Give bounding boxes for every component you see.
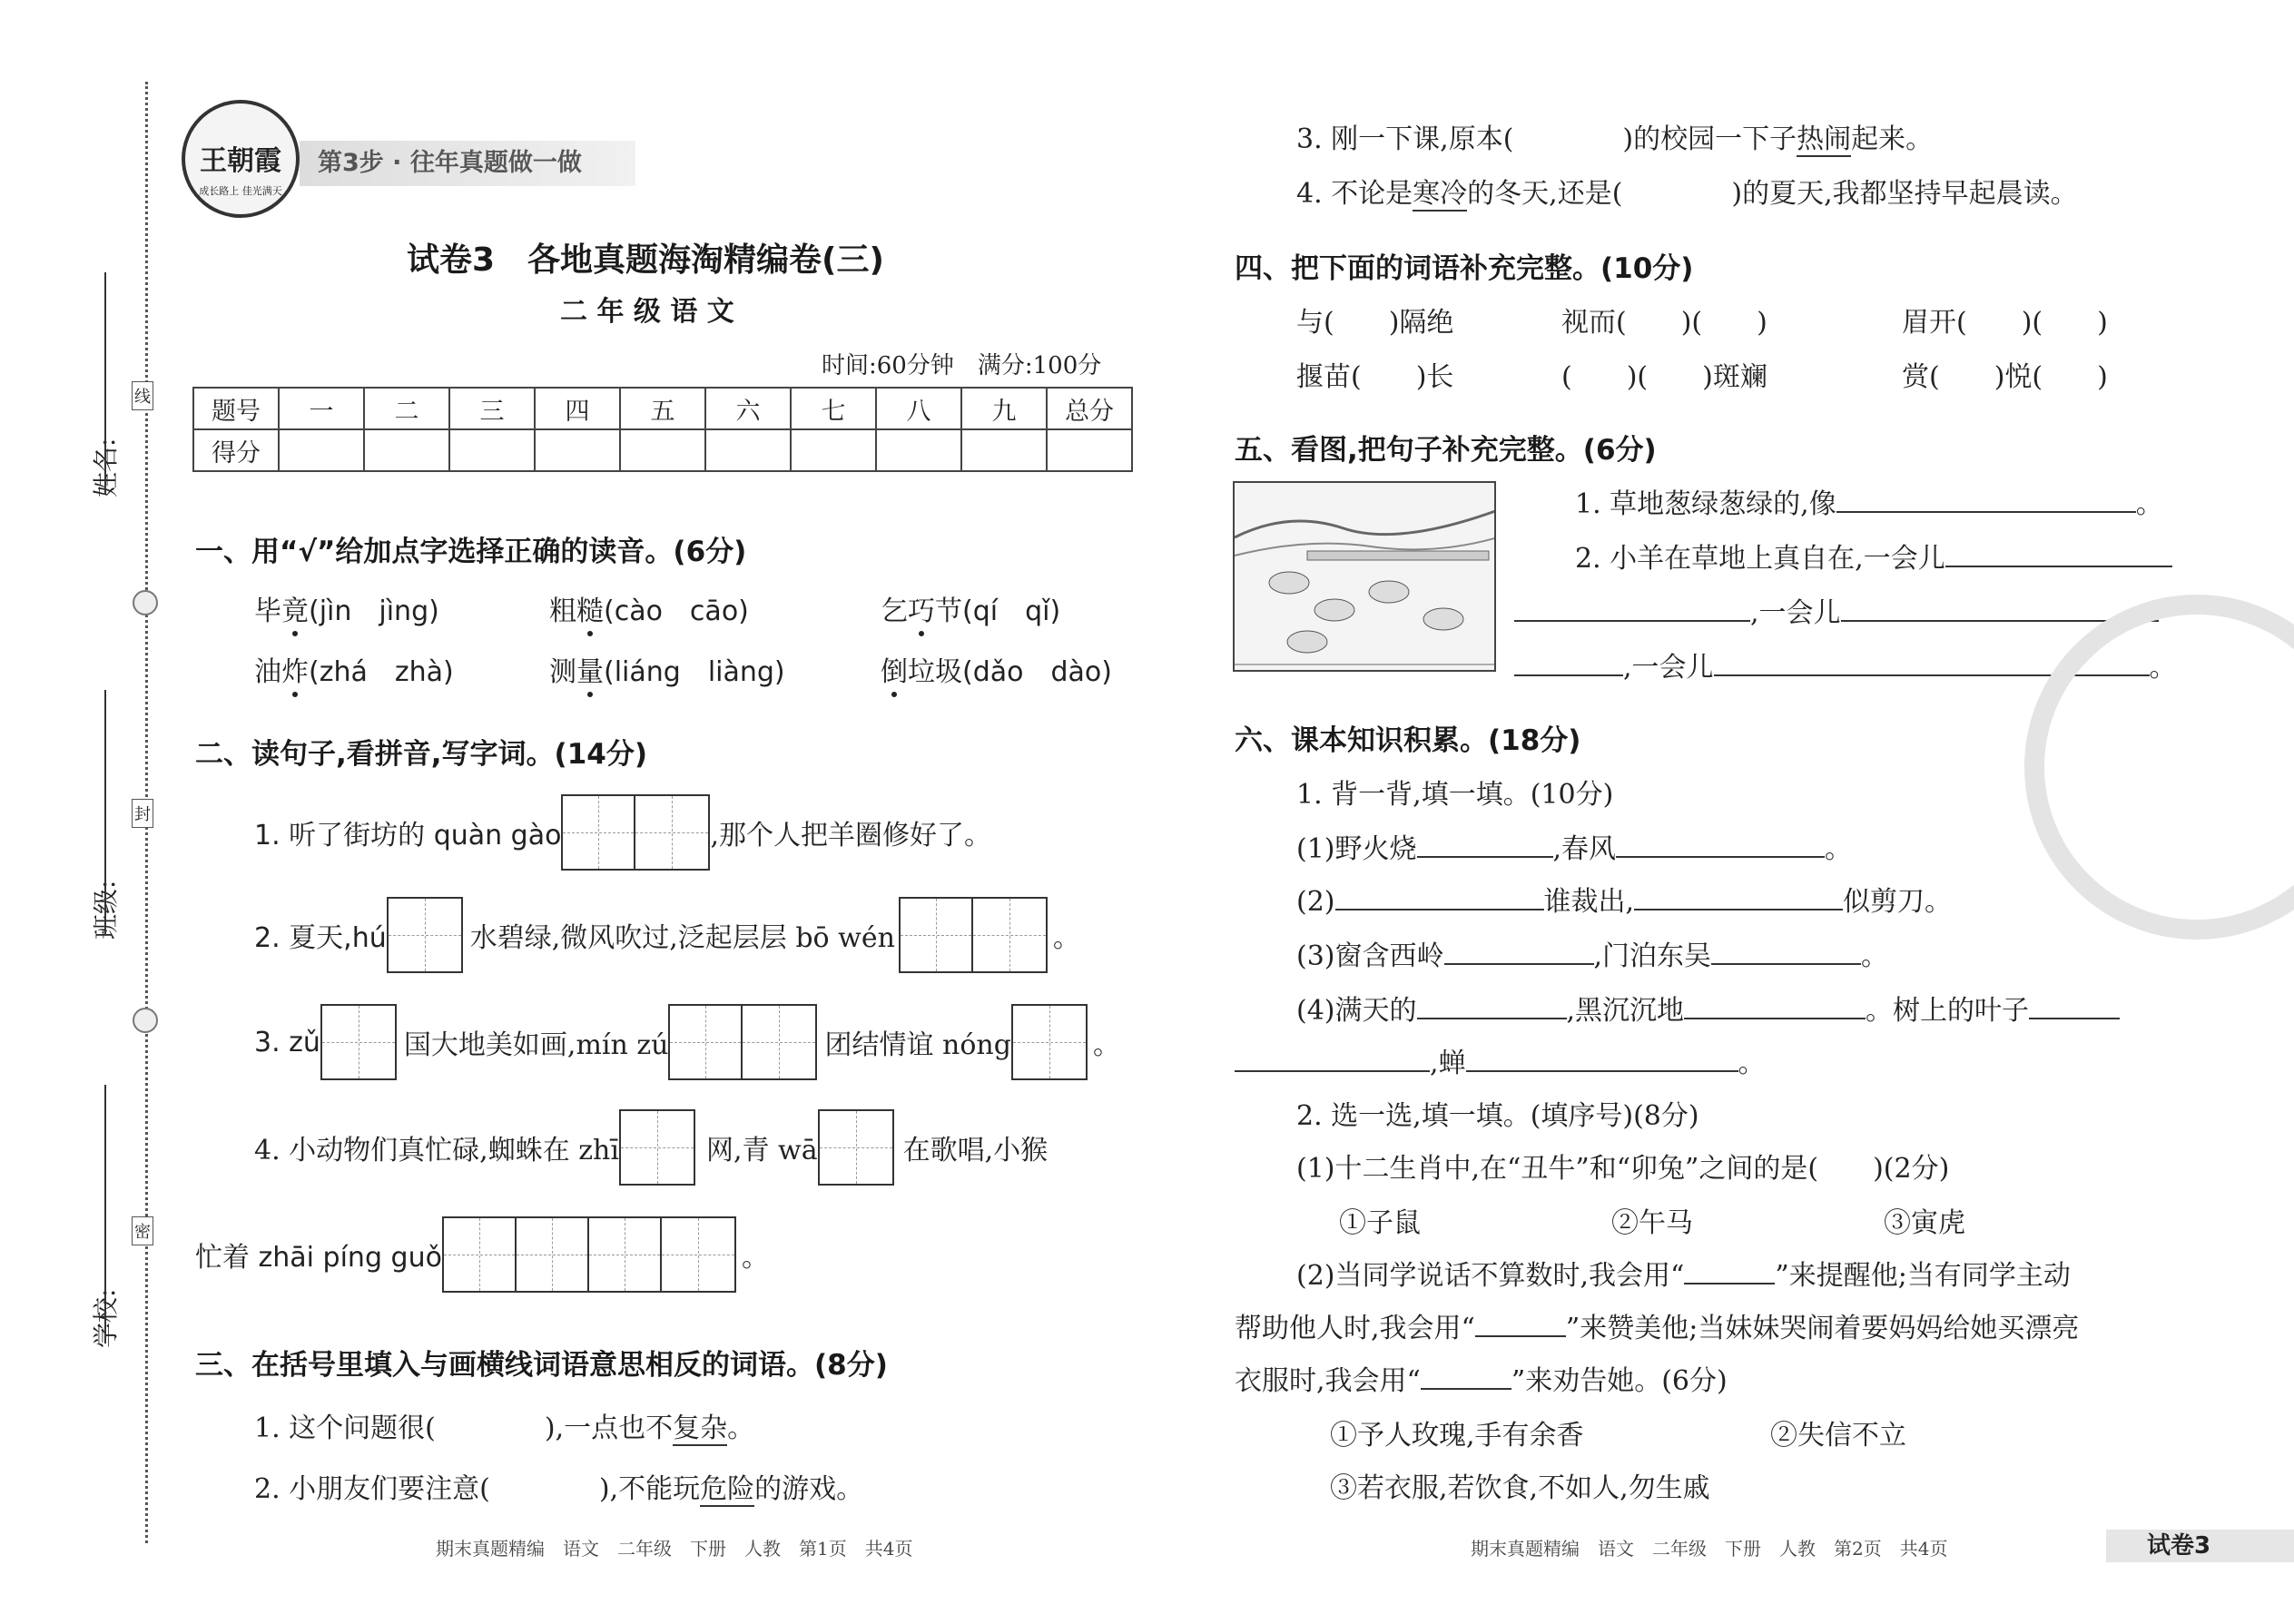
s4-r1-a[interactable]: 与( )隔绝 — [1296, 307, 1454, 339]
text: ,一会儿 — [1750, 597, 1841, 629]
text: 1. 草地葱绿葱绿的,像 — [1575, 488, 1836, 520]
s5-line-2 — [1575, 536, 2172, 576]
section-3-title: 三、在括号里填入与画横线词语意思相反的词语。(8分) — [195, 1349, 888, 1382]
score-row-header — [193, 388, 1132, 429]
text: (2)当同学说话不算数时,我会用“ — [1296, 1260, 1685, 1292]
score-cell[interactable] — [791, 429, 876, 471]
answer-blank[interactable] — [1945, 546, 2172, 567]
answer-blank[interactable] — [2029, 998, 2120, 1019]
score-cell[interactable] — [705, 429, 791, 471]
score-cell[interactable] — [364, 429, 449, 471]
s6-sub-1: 1. 背一背,填一填。(10分) — [1296, 779, 1614, 811]
text: 衣服时,我会用“ — [1235, 1365, 1421, 1397]
answer-blank[interactable] — [1417, 998, 1567, 1019]
s6-q2-line-2 — [1235, 1305, 2079, 1345]
section-4-title: 四、把下面的词语补充完整。(10分) — [1235, 252, 1694, 285]
s5-line-3 — [1514, 590, 2159, 630]
text: 。 — [741, 1242, 769, 1274]
s6-sub-2: 2. 选一选,填一填。(填序号)(8分) — [1296, 1100, 1699, 1132]
text: ,春风 — [1552, 833, 1617, 865]
text: 团结情谊 nóng — [824, 1029, 1011, 1061]
school-label: 学校: — [91, 1288, 121, 1348]
s3-item-4 — [1296, 171, 2078, 211]
s6-p5 — [1235, 1040, 1766, 1080]
answer-blank[interactable] — [1417, 836, 1553, 858]
s6-q1-opt-1[interactable]: ①子鼠 — [1339, 1207, 1421, 1239]
answer-blank[interactable] — [1616, 836, 1825, 858]
pinyin-options[interactable]: (dǎo dào) — [962, 656, 1112, 688]
text: 的游戏。 — [754, 1473, 864, 1505]
text: 。 — [1738, 1048, 1766, 1079]
pinyin-options[interactable]: (zhá zhà) — [309, 656, 454, 688]
table-cell: 八 — [876, 388, 961, 429]
s4-r1-b[interactable]: 视而( )( ) — [1561, 307, 1767, 339]
text: ,门泊东吴 — [1593, 940, 1712, 972]
brand-logo-text: 王朝霞 — [200, 145, 281, 177]
s1-item-1 — [254, 588, 439, 628]
text: 水碧绿,微风吹过,泛起层层 bō wén — [469, 922, 895, 954]
score-cell[interactable] — [535, 429, 620, 471]
dotted-char: 倒 — [881, 649, 908, 689]
text: 节 — [935, 595, 962, 627]
text: 帮助他人时,我会用“ — [1235, 1313, 1475, 1344]
writing-grid[interactable] — [899, 897, 1048, 973]
s3-item-1 — [254, 1405, 754, 1445]
text: 。 — [1092, 1029, 1120, 1061]
answer-blank[interactable] — [1684, 998, 1866, 1019]
pinyin-options[interactable]: (jìn jìng) — [309, 595, 439, 627]
answer-blank[interactable] — [1421, 1368, 1511, 1390]
s6-q1-opt-2[interactable]: ②午马 — [1611, 1207, 1693, 1239]
s3-item-2 — [254, 1466, 863, 1506]
writing-grid[interactable] — [387, 897, 463, 973]
answer-blank[interactable] — [1335, 889, 1544, 910]
sheep-meadow-illustration — [1235, 483, 1496, 672]
writing-grid[interactable] — [818, 1109, 894, 1186]
table-cell: 五 — [620, 388, 705, 429]
score-cell[interactable] — [1047, 429, 1132, 471]
s4-r2-b[interactable]: ( )( )斑斓 — [1561, 361, 1767, 393]
section-2-title: 二、读句子,看拼音,写字词。(14分) — [195, 738, 648, 771]
text: 。 — [1052, 922, 1080, 954]
table-cell: 二 — [364, 388, 449, 429]
score-table — [192, 387, 1133, 472]
s6-p4 — [1296, 988, 2120, 1028]
s6-q2-opt-2[interactable]: ②失信不立 — [1770, 1420, 1906, 1452]
writing-grid[interactable] — [561, 794, 710, 871]
text: ,黑沉沉地 — [1566, 995, 1685, 1027]
page-subtitle: 二 年 级 语 文 — [560, 296, 734, 328]
text: ,蝉 — [1430, 1048, 1466, 1079]
text: 。 — [2149, 652, 2177, 684]
table-cell: 三 — [449, 388, 535, 429]
answer-blank[interactable] — [1711, 943, 1861, 965]
s4-r2-a[interactable]: 揠苗( )长 — [1296, 361, 1454, 393]
score-cell[interactable] — [961, 429, 1047, 471]
footer-left: 期末真题精编 语文 二年级 下册 人教 第1页 共4页 — [436, 1538, 913, 1560]
text: 。 — [2135, 488, 2163, 520]
writing-grid[interactable] — [442, 1216, 736, 1293]
text: (2) — [1296, 886, 1335, 918]
text: ”来劝告她。(6分) — [1511, 1365, 1728, 1397]
score-cell[interactable] — [449, 429, 535, 471]
footer-right: 期末真题精编 语文 二年级 下册 人教 第2页 共4页 — [1471, 1538, 1948, 1560]
sheep-meadow-image — [1233, 481, 1496, 672]
text: 垃圾 — [908, 656, 962, 688]
text: (3)窗含西岭 — [1296, 940, 1444, 972]
s6-q2-line-3 — [1235, 1358, 1728, 1398]
s1-item-5 — [549, 649, 785, 689]
section-6-title: 六、课本知识积累。(18分) — [1235, 724, 1581, 757]
dotted-char: 炸 — [281, 649, 309, 689]
text: 的冬天,还是( )的夏天,我都坚持早起晨读。 — [1467, 178, 2078, 210]
footer-tag: 试卷3 — [2147, 1532, 2211, 1560]
school-line — [104, 1085, 106, 1343]
section-1-title: 一、用“√”给加点字选择正确的读音。(6分) — [195, 536, 747, 568]
text: 。 — [1861, 940, 1889, 972]
table-cell: 七 — [791, 388, 876, 429]
seal-feng: 封 — [132, 799, 153, 828]
answer-blank[interactable] — [1514, 600, 1750, 622]
score-cell[interactable] — [620, 429, 705, 471]
name-line — [104, 272, 106, 495]
text: 起来。 — [1851, 123, 1934, 155]
class-label: 班级: — [91, 880, 121, 940]
text: 在歌唱,小猴 — [902, 1135, 1049, 1166]
table-cell: 六 — [705, 388, 791, 429]
pinyin-options[interactable]: (cào cāo) — [604, 595, 749, 627]
dotted-char: 量 — [576, 649, 604, 689]
s2-line-3 — [254, 1004, 1120, 1080]
margin-icon — [133, 590, 158, 615]
underlined-word: 寒冷 — [1413, 178, 1468, 210]
section-5-title: 五、看图,把句子补充完整。(6分) — [1235, 434, 1657, 467]
s6-q2-line-1 — [1296, 1253, 2071, 1293]
seal-xian: 线 — [132, 381, 153, 410]
score-cell[interactable] — [279, 429, 364, 471]
answer-blank[interactable] — [1836, 491, 2136, 513]
text: 乞 — [881, 595, 908, 627]
text: 3. zǔ — [254, 1026, 320, 1058]
class-line — [104, 690, 106, 935]
score-cell[interactable] — [876, 429, 961, 471]
s5-line-1 — [1575, 481, 2163, 521]
writing-grid[interactable] — [320, 1004, 397, 1080]
text: 。 — [1825, 833, 1853, 865]
text: 3. 刚一下课,原本( )的校园一下子 — [1296, 123, 1797, 155]
text: 似剪刀。 — [1843, 886, 1953, 918]
text: 1. 这个问题很( ),一点也不 — [254, 1412, 674, 1444]
text: 毕 — [254, 595, 281, 627]
text: 4. 小动物们真忙碌,蜘蛛在 zhī — [254, 1135, 619, 1166]
s4-r2-c[interactable]: 赏( )悦( ) — [1902, 361, 2108, 393]
s2-line-4 — [254, 1109, 1048, 1186]
s6-p2 — [1296, 879, 1952, 919]
text: ,那个人把羊圈修好了。 — [710, 820, 992, 851]
s6-q2-opt-1[interactable]: ①予人玫瑰,手有余香 — [1330, 1420, 1584, 1452]
answer-blank[interactable] — [1514, 655, 1623, 676]
text: 2. 小羊在草地上真自在,一会儿 — [1575, 543, 1945, 575]
s1-item-3 — [881, 588, 1060, 628]
s3-item-3 — [1296, 116, 1933, 156]
text: 。树上的叶子 — [1866, 995, 2030, 1027]
dotted-char: 巧 — [908, 588, 935, 628]
table-cell: 总分 — [1047, 388, 1132, 429]
answer-blank[interactable] — [1475, 1315, 1566, 1337]
seal-mi: 密 — [132, 1216, 153, 1245]
brand-logo — [182, 100, 300, 218]
table-cell: 一 — [279, 388, 364, 429]
score-row-values — [193, 429, 1132, 471]
s1-item-6 — [881, 649, 1112, 689]
writing-grid[interactable] — [619, 1109, 695, 1186]
s6-q1: (1)十二生肖中,在“丑牛”和“卯兔”之间的是( )(2分) — [1296, 1153, 1950, 1185]
writing-grid[interactable] — [668, 1004, 817, 1080]
answer-blank[interactable] — [1466, 1050, 1738, 1072]
answer-blank[interactable] — [1684, 1263, 1775, 1284]
margin-icon — [133, 1008, 158, 1033]
step-banner: 第3步 · 往年真题做一做 — [300, 141, 635, 186]
text: ”来赞美他;当妹妹哭闹着要妈妈给她买漂亮 — [1565, 1313, 2080, 1344]
text: 谁裁出, — [1543, 886, 1635, 918]
answer-blank[interactable] — [1235, 1050, 1430, 1072]
text: (4)满天的 — [1296, 995, 1417, 1027]
table-cell: 九 — [961, 388, 1047, 429]
brand-logo-sub: 成长路上 佳光满天 — [199, 185, 282, 197]
table-cell: 四 — [535, 388, 620, 429]
text: 粗 — [549, 595, 576, 627]
time-score: 时间:60分钟 满分:100分 — [822, 352, 1102, 379]
dotted-char: 竟 — [281, 588, 309, 628]
text: 2. 夏天,hú — [254, 922, 387, 954]
s6-q2-opt-3[interactable]: ③若衣服,若饮食,不如人,勿生戚 — [1330, 1472, 1710, 1504]
s2-line-5 — [195, 1216, 769, 1293]
text: 4. 不论是 — [1296, 178, 1413, 210]
text: ,一会儿 — [1623, 652, 1714, 684]
name-label: 姓名: — [91, 438, 121, 497]
s2-line-2 — [254, 897, 1080, 973]
table-cell: 得分 — [193, 429, 279, 471]
text: ”来提醒他;当有同学主动 — [1775, 1260, 2071, 1292]
text: 网,青 wā — [705, 1135, 818, 1166]
s1-item-2 — [549, 588, 749, 628]
page-title: 试卷3 各地真题海淘精编卷(三) — [407, 241, 884, 279]
underlined-word: 热闹 — [1797, 123, 1852, 155]
text: 1. 听了街坊的 quàn gào — [254, 820, 562, 851]
writing-grid[interactable] — [1011, 1004, 1088, 1080]
dotted-char: 糙 — [576, 588, 604, 628]
table-cell: 题号 — [193, 388, 279, 429]
text: (1)野火烧 — [1296, 833, 1417, 865]
text: 。 — [727, 1412, 755, 1444]
text: 忙着 zhāi píng guǒ — [195, 1242, 442, 1274]
pinyin-options[interactable]: (liáng liàng) — [604, 656, 785, 688]
text: 国大地美如画,mín zú — [403, 1029, 669, 1061]
text: 油 — [254, 656, 281, 688]
underlined-word: 复杂 — [673, 1412, 728, 1444]
s1-item-4 — [254, 649, 454, 689]
answer-blank[interactable] — [1634, 889, 1843, 910]
answer-blank[interactable] — [1444, 943, 1594, 965]
pinyin-options[interactable]: (qí qǐ) — [962, 595, 1061, 627]
s6-p1 — [1296, 826, 1852, 866]
s4-r1-c[interactable]: 眉开( )( ) — [1902, 307, 2108, 339]
text: 测 — [549, 656, 576, 688]
underlined-word: 危险 — [700, 1473, 755, 1505]
text: 2. 小朋友们要注意( ),不能玩 — [254, 1473, 701, 1505]
s6-p3 — [1296, 933, 1888, 973]
s6-q1-opt-3[interactable]: ③寅虎 — [1884, 1207, 1965, 1239]
s2-line-1 — [254, 794, 991, 871]
